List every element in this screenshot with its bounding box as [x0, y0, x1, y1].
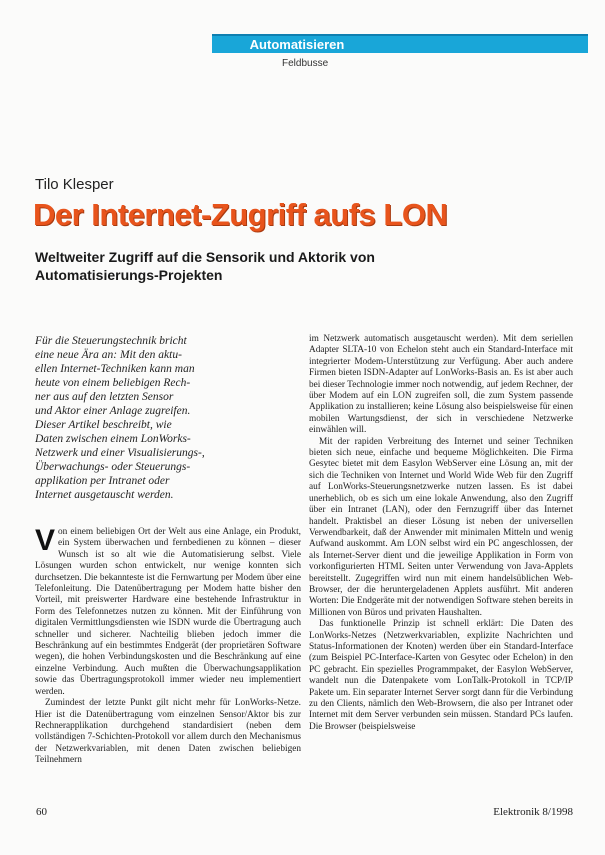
- body-paragraph: im Netzwerk automatisch ausgetauscht werden). Mit dem seriellen Adapter SLTA-10 von Echelon steht auch ein Standard-Interface mit integrierter Modem-Unterstützung zur Verfügung. Aber auch andere Firmen bieten ISDN-Adapter auf LonWorks-Basis an. Es ist aber auch bei dieser Technologie immer noch notwendig, auf jedem Rechner, der über Modem auf ein LON zugreifen soll, die zum System passende Applikation zu installieren; keine Lösung also beispielsweise für einen mobilen Wartungsdienst, der sich in verschiedene Netzwerke einwählen will.: [309, 334, 573, 436]
- body-column-right: [309, 334, 573, 799]
- author-name: Tilo Klesper: [35, 176, 114, 193]
- magazine-issue: Elektronik 8/1998: [493, 806, 573, 818]
- body-column-left: [35, 527, 301, 799]
- article-title: Der Internet-Zugriff aufs LON: [33, 197, 448, 232]
- body-paragraph: Mit der rapiden Verbreitung des Internet und seiner Techniken bieten sich neue, einfache und bequeme Möglichkeiten. Die Firma Gesytec bietet mit dem Easylon WebServer eine Lösung an, mit der sich die Techniken von Internet und World Wide Web für den Zugriff auf LonWorks-Steuerungsnetzwerke nutzen lassen. Es ist dabei unerheblich, ob es sich um eine lokale Anwendung, also den Zugriff über ein Intranet (LAN), oder den Fernzugriff über das Internet handelt. Praktisbel an dieser Lösung ist neben der universellen Verwendbarkeit, daß der Anwender mit minimalen Mitteln und wenig Aufwand auskommt. Am LON selbst wird ein PC angeschlossen, der als Internet-Server dient und die jeweilige Applikation in Form von vorkonfigurierten HTML Seiten unter Verwendung von Java-Applets bereitstellt. Zugegriffen wird nun mit einem handelsüblichen Web-Browser, der die heruntergeladenen Applets ausführt. Mit anderen Worten: Die Endgeräte mit der notwendigen Software stehen bereits in Millionen von Büros und privaten Haushalten.: [309, 436, 573, 618]
- section-title: Automatisieren: [249, 37, 345, 52]
- lead-paragraph: Für die Steuerungstechnik bricht eine neue Ära an: Mit den aktu- ellen Internet-Techniken kann man heute von einem beliebigen Rech- ner aus auf den letzten Sensor und Aktor einer Anlage zugreifen. Dieser Artikel beschreibt, wie Daten zwischen einem LonWorks- Netzwerk und einer Visualisierungs-, Überwachungs- oder Steuerungs- applikation per Intranet oder Internet ausgetauscht werden.: [35, 335, 205, 501]
- article-subtitle: Weltweiter Zugriff auf die Sensorik und Aktorik von Automatisierungs-Projekten: [35, 249, 375, 283]
- body-paragraph: Zumindest der letzte Punkt gilt nicht mehr für LonWorks-Netze. Hier ist die Datenübertragung vom einzelnen Sensor/Aktor bis zur Rechnerapplikation durchgehend standardisiert (neben dem vollständigen 7-Schichten-Protokoll vor allem durch den Mechanismus der Netzwerkvariablen, mit denen Daten zwischen beliebigen Teilnehmern: [35, 698, 301, 766]
- section-header-bar: [212, 34, 588, 53]
- page-number: 60: [36, 806, 47, 818]
- drop-cap: V: [35, 527, 56, 557]
- body-paragraph: Das funktionelle Prinzip ist schnell erklärt: Die Daten des LonWorks-Netzes (Netzwerkvariablen, explizite Nachrichten und Status-Informationen der Knoten) werden über ein Standard-Interface (zum Beispiel PC-Interface-Karten von Gesytec oder Echelon) in den PC gebracht. Ein spezielles Programmpaket, der Easylon WebServer, wandelt nun die Datenpakete vom LonTalk-Protokoll in TCP/IP Pakete um. Ein separater Internet Server sorgt dann für die Verbindung zu den Clients, nämlich den Web-Browsern, die also per Intranet oder Internet mit dem Server verbunden sein müssen. Standard PCs laufen. Die Browser (beispielsweise: [309, 619, 573, 732]
- body-paragraph: on einem beliebigen Ort der Welt aus eine Anlage, ein Produkt, ein System überwachen und fernbedienen zu können – dieser Wunsch ist so alt wie die Automatisierung selbst. Viele Lösungen wurden schon entwickelt, nur wenige konnten sich durchsetzen. Die bekannteste ist die Fernwartung per Modem über eine Telefonleitung. Die Datenübertragung per Modem hatte bisher den Vorteil, mit preiswerter Hardware eine bestehende Infrastruktur in Form des Telefonnetzes nutzen zu können. Mit der Einführung von digitalen Vermittlungsdiensten wie ISDN wurde die Übertragung auch schneller und sicherer. Nachteilig blieben jedoch immer die Beschränkung auf ein bestimmtes Endgerät (der proprietären Software wegen), die hohen Verbindungskosten und die Beschränkung auf eine einzelne Verbindung. Auch mußten die Überwachungsapplikation sowie das Übertragungsprotokoll immer wieder neu implementiert werden.: [35, 527, 301, 697]
- subsection-label: Feldbusse: [282, 58, 329, 69]
